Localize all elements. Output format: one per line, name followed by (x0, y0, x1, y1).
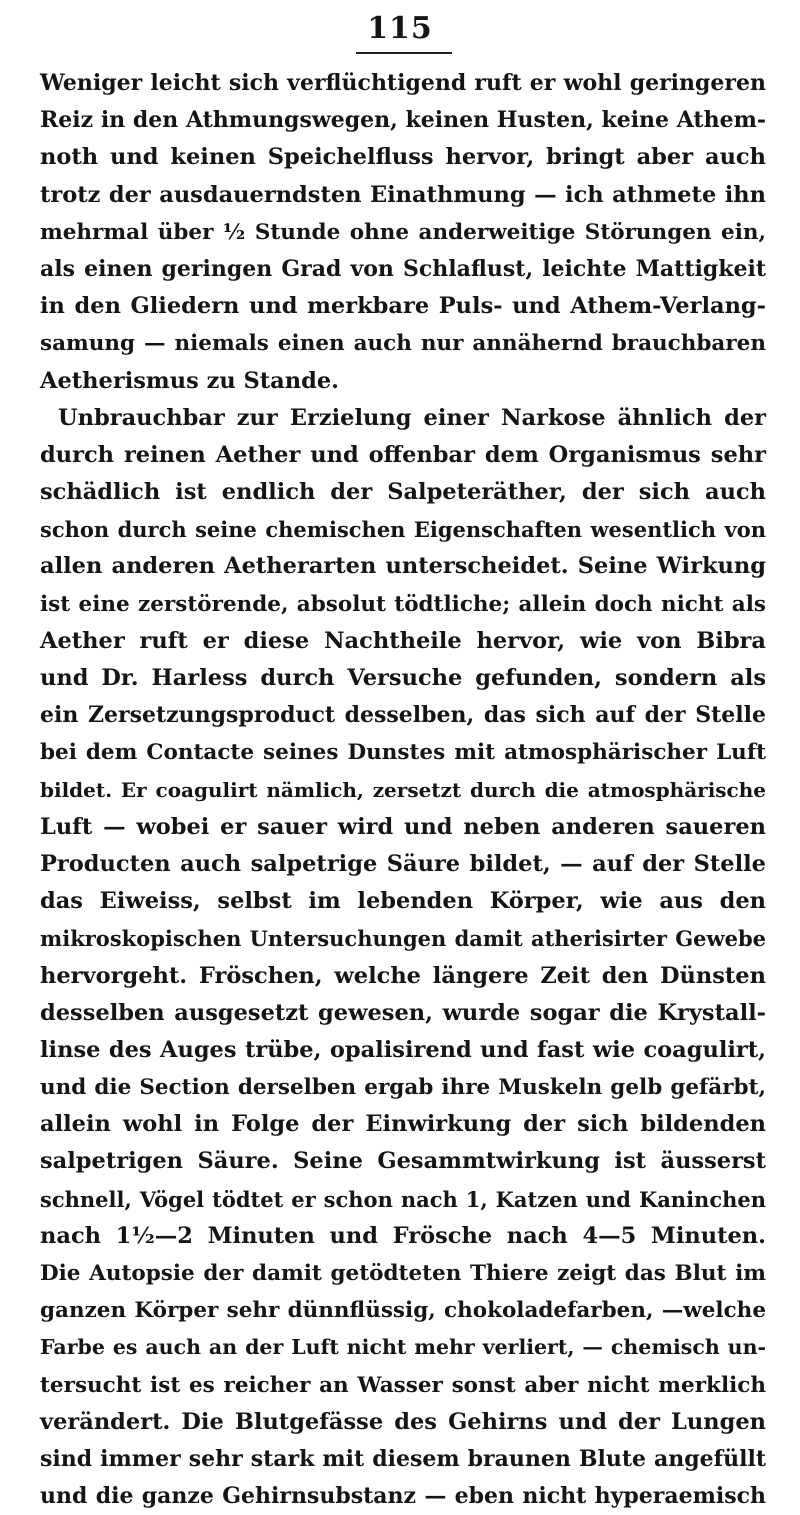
page-number-underline (356, 52, 452, 54)
text-line: hervorgeht. Fröschen, welche längere Zeit den Dünsten (40, 962, 766, 989)
text-line: und die ganze Gehirnsubstanz — eben nicht hyperaemisch (40, 1483, 766, 1510)
text-line: mehrmal über ½ Stunde ohne anderweitige Störungen ein, (40, 219, 766, 245)
text-line: Farbe es auch an der Luft nicht mehr verliert, — chemisch un- (40, 1335, 766, 1360)
text-line: Die Autopsie der damit getödteten Thiere zeigt das Blut im (40, 1261, 766, 1286)
text-line: und Dr. Harless durch Versuche gefunden, sondern als (40, 665, 766, 691)
text-line: schädlich ist endlich der Salpeteräther, der sich auch (40, 479, 766, 506)
text-line: in den Gliedern und merkbare Puls- und Athem-Verlang- (40, 293, 766, 320)
text-line: trotz der ausdauerndsten Einathmung — ich athmete ihn (40, 181, 766, 208)
text-line: linse des Auges trübe, opalisirend und fast wie coagulirt, (40, 1036, 766, 1063)
text-line: ein Zersetzungsproduct desselben, das sich auf der Stelle (40, 702, 766, 729)
text-line: und die Section derselben ergab ihre Muskeln gelb gefärbt, (40, 1075, 766, 1101)
text-line: schnell, Vögel tödtet er schon nach 1, Katzen und Kaninchen (40, 1186, 766, 1212)
text-line: bei dem Contacte seines Dunstes mit atmosphärischer Luft (40, 740, 766, 766)
text-line: samung — niemals einen auch nur annähernd brauchbaren (40, 331, 766, 357)
text-line: allein wohl in Folge der Einwirkung der sich bildenden (40, 1111, 766, 1138)
text-line: Reiz in den Athmungswegen, keinen Husten, keine Athem- (40, 107, 766, 134)
text-line: desselben ausgesetzt gewesen, wurde sogar die Krystall- (40, 999, 766, 1026)
body-text (40, 65, 766, 1515)
text-line: Aether ruft er diese Nachtheile hervor, wie von Bibra (40, 627, 766, 654)
text-line: das Eiweiss, selbst im lebenden Körper, wie aus den (40, 888, 766, 915)
text-line: Luft — wobei er sauer wird und neben anderen saueren (40, 813, 766, 840)
text-line: Aetherismus zu Stande. (40, 367, 340, 394)
text-line: salpetrigen Säure. Seine Gesammtwirkung ist äusserst (40, 1148, 766, 1175)
text-line: durch reinen Aether und offenbar dem Organismus sehr (40, 441, 766, 468)
text-line: mikroskopischen Untersuchungen damit atherisirter Gewebe (40, 926, 766, 952)
text-line: allen anderen Aetherarten unterscheidet. Seine Wirkung (40, 553, 766, 580)
text-line: Unbrauchbar zur Erzielung einer Narkose ähnlich der (58, 404, 766, 431)
text-line: verändert. Die Blutgefässe des Gehirns und der Lungen (40, 1408, 766, 1435)
text-line: nach 1½—2 Minuten und Frösche nach 4—5 Minuten. (40, 1222, 766, 1249)
text-line: ganzen Körper sehr dünnflüssig, chokoladefarben, —welche (40, 1298, 766, 1324)
text-line: bildet. Er coagulirt nämlich, zersetzt durch die atmosphärische (40, 777, 766, 802)
text-line: als einen geringen Grad von Schlaflust, leichte Mattigkeit (40, 255, 766, 282)
text-line: sind immer sehr stark mit diesem braunen Blute angefüllt (40, 1445, 766, 1472)
page-number: 115 (367, 11, 433, 46)
text-line: ist eine zerstörende, absolut tödtliche; allein doch nicht als (40, 591, 766, 617)
text-line: schon durch seine chemischen Eigenschaften wesentlich von (40, 517, 766, 543)
text-line: tersucht ist es reicher an Wasser sonst aber nicht merklich (40, 1372, 766, 1398)
text-line: noth und keinen Speichelfluss hervor, bringt aber auch (40, 144, 766, 171)
text-line: Producten auch salpetrige Säure bildet, — auf der Stelle (40, 850, 766, 877)
text-line: Weniger leicht sich verflüchtigend ruft er wohl geringeren (40, 70, 766, 96)
